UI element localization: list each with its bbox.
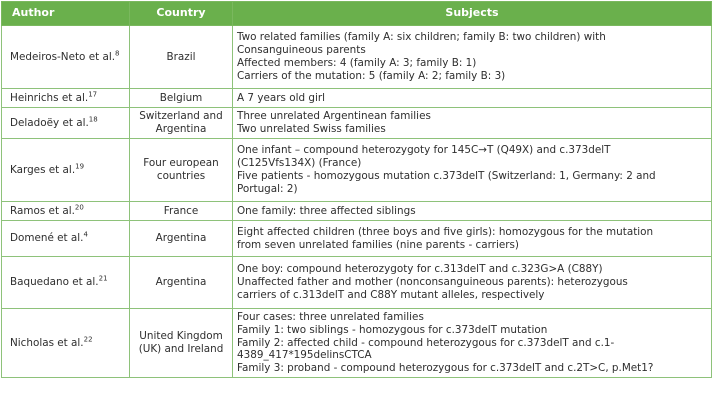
subject-line: Family 3: proband - compound heterozygous for c.373delT and c.2T>C, p.Met1? xyxy=(237,362,654,375)
author-cell xyxy=(2,202,130,221)
table-row xyxy=(2,108,712,139)
table-row xyxy=(2,221,712,257)
author-cell xyxy=(2,139,130,202)
table-row xyxy=(2,309,712,378)
subject-line: One boy: compound heterozygoty for c.313delT and c.323G>A (C88Y) xyxy=(237,263,603,276)
author-cell xyxy=(2,257,130,309)
country-cell: Brazil xyxy=(130,26,233,89)
header-country: Country xyxy=(130,2,233,26)
subjects-cell xyxy=(233,108,712,139)
country-cell: Argentina xyxy=(130,257,233,309)
subject-line: Two unrelated Swiss families xyxy=(237,123,386,135)
subject-line: Three unrelated Argentinean families xyxy=(237,110,431,123)
author-name: Heinrichs et al. xyxy=(10,91,89,104)
subject-line: Family 2: affected child - compound heterozygous for c.373delT and c.1- xyxy=(237,336,615,349)
reference-number: 4 xyxy=(83,230,88,239)
reference-number: 21 xyxy=(98,274,108,283)
table-row xyxy=(2,139,712,202)
subject-line: Eight affected children (three boys and five girls): homozygous for the mutation xyxy=(237,225,654,238)
reference-number: 19 xyxy=(75,162,85,171)
author-name: Karges et al. xyxy=(10,163,76,176)
subject-line: One family: three affected siblings xyxy=(237,204,416,217)
country-cell: Switzerland and Argentina xyxy=(130,108,233,139)
country-cell: Four european countries xyxy=(130,139,233,202)
subject-line: carriers of c.313delT and C88Y mutant alleles, respectively xyxy=(237,288,545,301)
reference-number: 20 xyxy=(74,203,84,212)
table-row xyxy=(2,202,712,221)
author-name: Deladoëy et al. xyxy=(10,116,89,129)
subject-line: One infant – compound heterozygoty for 145C→T (Q49X) and c.373delT xyxy=(237,144,611,157)
author-name: Medeiros-Neto et al. xyxy=(10,50,116,63)
subject-line: Two related families (family A: six children; family B: two children) with xyxy=(237,31,606,44)
author-cell xyxy=(2,309,130,378)
reference-number: 8 xyxy=(115,49,120,58)
table-body xyxy=(2,26,712,378)
country-cell: France xyxy=(130,202,233,221)
table-row xyxy=(2,89,712,108)
author-cell xyxy=(2,221,130,257)
subjects-cell xyxy=(233,309,712,378)
subject-line: Portugal: 2) xyxy=(237,182,298,195)
reference-number: 22 xyxy=(83,335,93,344)
author-cell xyxy=(2,89,130,108)
header-subjects: Subjects xyxy=(233,2,712,26)
subject-line: Unaffected father and mother (nonconsanguineous parents): heterozygous xyxy=(237,276,628,289)
subjects-cell xyxy=(233,221,712,257)
subjects-cell xyxy=(233,26,712,89)
subject-line: Affected members: 4 (family A: 3; family B: 1) xyxy=(237,57,477,69)
subjects-cell xyxy=(233,257,712,309)
author-name: Baquedano et al. xyxy=(10,276,99,289)
subject-line: Consanguineous parents xyxy=(237,44,366,57)
subject-line: Five patients - homozygous mutation c.373delT (Switzerland: 1, Germany: 2 and xyxy=(237,170,656,182)
subject-line: 4389_417*195delinsCTCA xyxy=(237,349,372,362)
subject-line: Four cases: three unrelated families xyxy=(237,311,424,323)
country-cell: Belgium xyxy=(130,89,233,108)
reference-number: 18 xyxy=(88,115,98,124)
author-cell xyxy=(2,108,130,139)
subjects-cell xyxy=(233,139,712,202)
subjects-cell xyxy=(233,202,712,221)
subject-line: Carriers of the mutation: 5 (family A: 2; family B: 3) xyxy=(237,69,506,82)
table-row xyxy=(2,257,712,309)
author-name: Nicholas et al. xyxy=(10,336,84,349)
subject-line: (C125Vfs134X) (France) xyxy=(237,157,362,170)
subject-line: from seven unrelated families (nine parents - carriers) xyxy=(237,238,519,251)
author-name: Domené et al. xyxy=(10,232,84,245)
author-cell xyxy=(2,26,130,89)
author-name: Ramos et al. xyxy=(10,204,75,217)
reference-number: 17 xyxy=(88,90,98,99)
subject-line: A 7 years old girl xyxy=(237,91,326,104)
country-cell: Argentina xyxy=(130,221,233,257)
subjects-table xyxy=(1,1,712,378)
subject-line: Family 1: two siblings - homozygous for c.373delT mutation xyxy=(237,323,548,336)
subjects-cell xyxy=(233,89,712,108)
header-row xyxy=(2,2,712,26)
header-author: Author xyxy=(2,2,130,26)
country-cell: United Kingdom (UK) and Ireland xyxy=(130,309,233,378)
table-row xyxy=(2,26,712,89)
